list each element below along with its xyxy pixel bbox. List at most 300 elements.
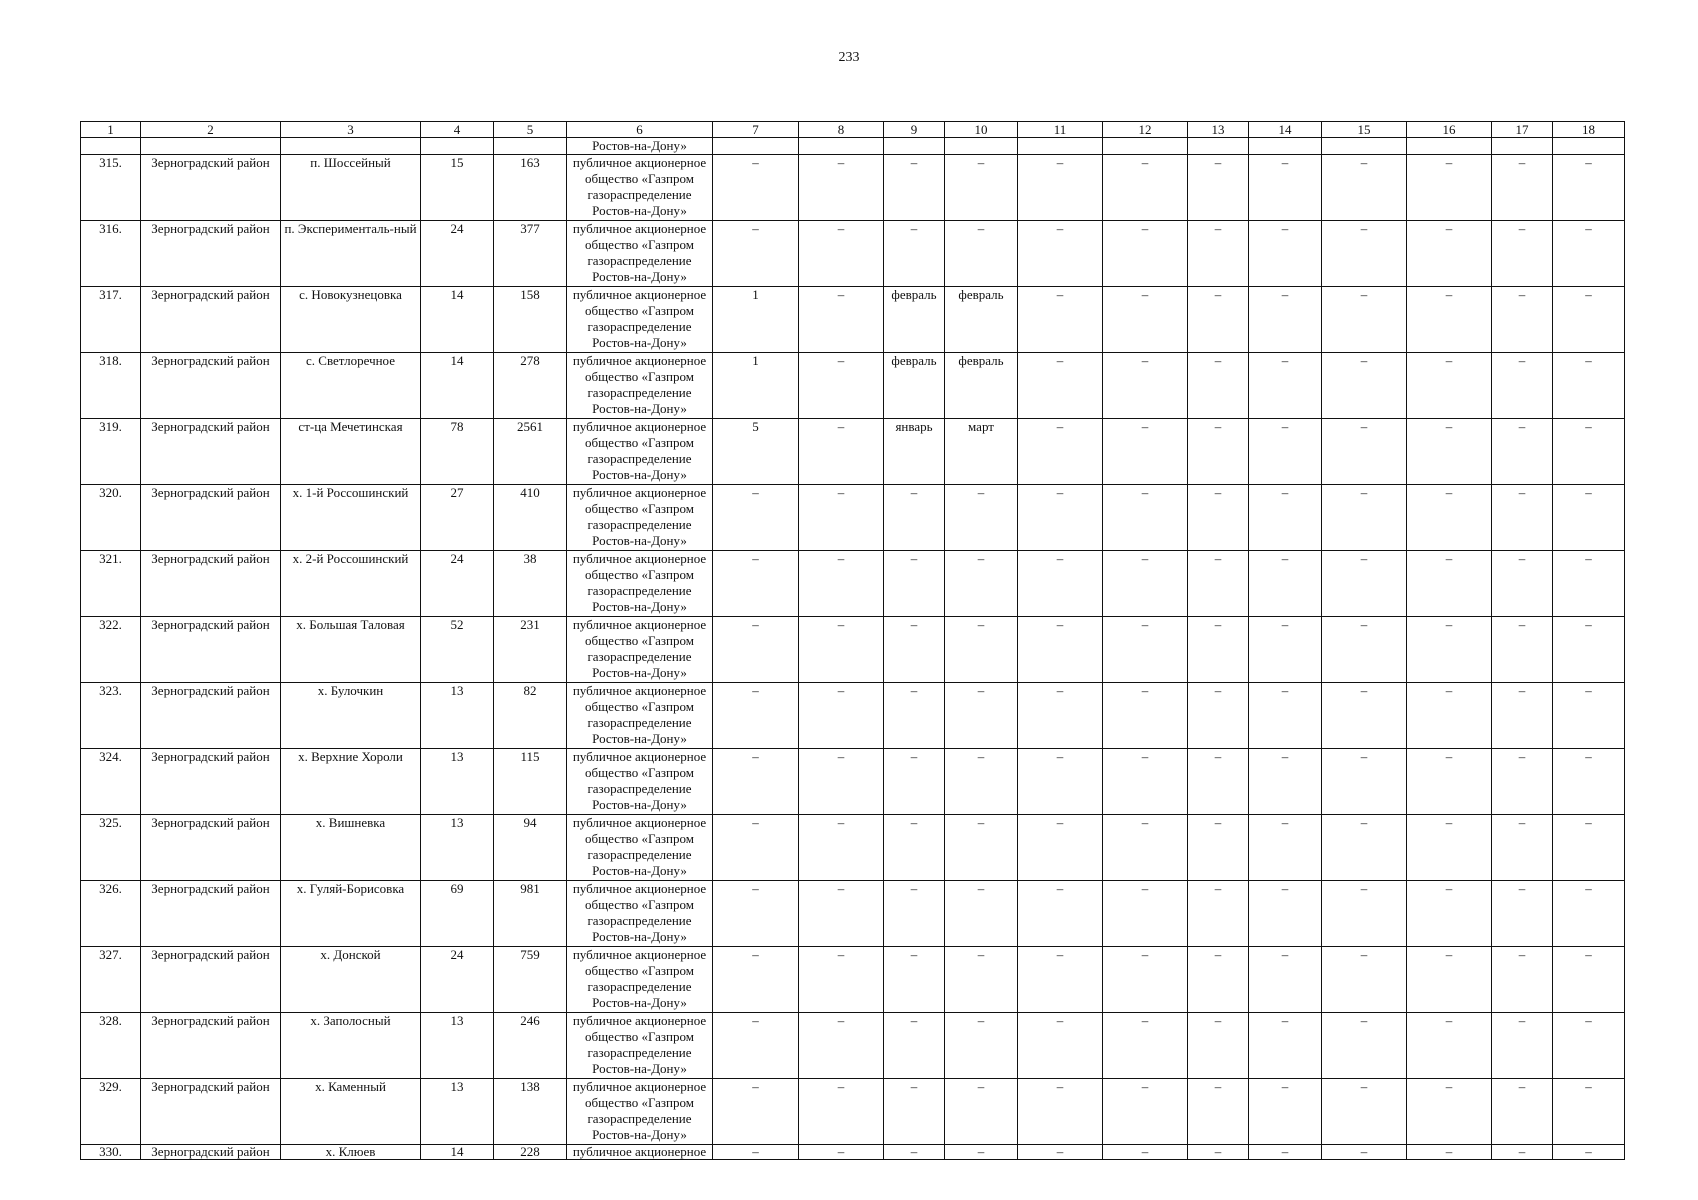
col11-cell: – [1018, 485, 1103, 551]
row-number: 319. [81, 419, 141, 485]
col12-cell: – [1103, 221, 1188, 287]
settlement-cell: х. Гуляй-Борисовка [281, 881, 421, 947]
col7-cell: – [713, 1079, 799, 1145]
row-number: 323. [81, 683, 141, 749]
col13-cell: – [1188, 749, 1249, 815]
col16-cell: – [1407, 1013, 1492, 1079]
col13-cell: – [1188, 1145, 1249, 1160]
col14-cell: – [1249, 485, 1322, 551]
organization-cell: публичное акционерное общество «Газпром газораспределение Ростов-на-Дону» [567, 485, 713, 551]
col11-cell: – [1018, 1013, 1103, 1079]
settlement-cell: х. Каменный [281, 1079, 421, 1145]
col17-cell: – [1492, 485, 1553, 551]
col15-cell: – [1322, 221, 1407, 287]
col4-cell: 27 [421, 485, 494, 551]
col4-cell: 15 [421, 155, 494, 221]
col15-cell: – [1322, 155, 1407, 221]
table-row [81, 683, 1625, 749]
col14-cell: – [1249, 1079, 1322, 1145]
col7-cell: 5 [713, 419, 799, 485]
column-header-5: 5 [494, 122, 567, 138]
empty-cell [81, 138, 141, 155]
col15-cell: – [1322, 287, 1407, 353]
col16-cell: – [1407, 947, 1492, 1013]
col8-cell: – [799, 749, 884, 815]
organization-cell: публичное акционерное общество «Газпром газораспределение Ростов-на-Дону» [567, 881, 713, 947]
col17-cell: – [1492, 419, 1553, 485]
col7-cell: – [713, 683, 799, 749]
col14-cell: – [1249, 683, 1322, 749]
district-cell: Зерноградский район [141, 419, 281, 485]
row-number: 322. [81, 617, 141, 683]
col9-cell: – [884, 551, 945, 617]
col10-cell: – [945, 881, 1018, 947]
col16-cell: – [1407, 155, 1492, 221]
col4-cell: 24 [421, 551, 494, 617]
col12-cell: – [1103, 155, 1188, 221]
col8-cell: – [799, 485, 884, 551]
col4-cell: 14 [421, 1145, 494, 1160]
organization-cell: публичное акционерное общество «Газпром газораспределение Ростов-на-Дону» [567, 551, 713, 617]
organization-cell: публичное акционерное общество «Газпром газораспределение Ростов-на-Дону» [567, 683, 713, 749]
col14-cell: – [1249, 287, 1322, 353]
col9-cell: – [884, 1145, 945, 1160]
col5-cell: 981 [494, 881, 567, 947]
col18-cell: – [1553, 749, 1625, 815]
col9-cell: – [884, 947, 945, 1013]
col14-cell: – [1249, 419, 1322, 485]
col17-cell: – [1492, 947, 1553, 1013]
col12-cell: – [1103, 617, 1188, 683]
col9-cell: – [884, 1079, 945, 1145]
settlement-cell: х. Вишневка [281, 815, 421, 881]
column-header-2: 2 [141, 122, 281, 138]
district-cell: Зерноградский район [141, 221, 281, 287]
col18-cell: – [1553, 155, 1625, 221]
col17-cell: – [1492, 353, 1553, 419]
col4-cell: 78 [421, 419, 494, 485]
col9-cell: – [884, 881, 945, 947]
col9-cell: январь [884, 419, 945, 485]
col8-cell: – [799, 155, 884, 221]
col9-cell: – [884, 815, 945, 881]
col13-cell: – [1188, 485, 1249, 551]
col10-cell: март [945, 419, 1018, 485]
col11-cell: – [1018, 353, 1103, 419]
col17-cell: – [1492, 551, 1553, 617]
settlement-cell: х. Донской [281, 947, 421, 1013]
row-number: 320. [81, 485, 141, 551]
settlement-cell: ст-ца Мечетинская [281, 419, 421, 485]
col13-cell: – [1188, 617, 1249, 683]
col18-cell: – [1553, 1013, 1625, 1079]
col11-cell: – [1018, 749, 1103, 815]
settlement-cell: х. 1-й Россошинский [281, 485, 421, 551]
col15-cell: – [1322, 1145, 1407, 1160]
column-header-17: 17 [1492, 122, 1553, 138]
col9-cell: – [884, 683, 945, 749]
col5-cell: 94 [494, 815, 567, 881]
col14-cell: – [1249, 617, 1322, 683]
header-row [81, 122, 1625, 138]
district-cell: Зерноградский район [141, 155, 281, 221]
col12-cell: – [1103, 353, 1188, 419]
col11-cell: – [1018, 881, 1103, 947]
col13-cell: – [1188, 221, 1249, 287]
col7-cell: 1 [713, 287, 799, 353]
district-cell: Зерноградский район [141, 485, 281, 551]
col18-cell: – [1553, 815, 1625, 881]
empty-cell [281, 138, 421, 155]
settlement-cell: п. Эксперименталь-ный [281, 221, 421, 287]
col5-cell: 246 [494, 1013, 567, 1079]
col5-cell: 231 [494, 617, 567, 683]
col7-cell: – [713, 617, 799, 683]
col10-cell: – [945, 1013, 1018, 1079]
table-row [81, 287, 1625, 353]
row-number: 327. [81, 947, 141, 1013]
col15-cell: – [1322, 815, 1407, 881]
col5-cell: 115 [494, 749, 567, 815]
settlement-cell: п. Шоссейный [281, 155, 421, 221]
col13-cell: – [1188, 815, 1249, 881]
col5-cell: 278 [494, 353, 567, 419]
table-row [81, 485, 1625, 551]
col16-cell: – [1407, 419, 1492, 485]
col13-cell: – [1188, 419, 1249, 485]
col17-cell: – [1492, 683, 1553, 749]
col14-cell: – [1249, 353, 1322, 419]
col14-cell: – [1249, 947, 1322, 1013]
col13-cell: – [1188, 881, 1249, 947]
col12-cell: – [1103, 683, 1188, 749]
col18-cell: – [1553, 683, 1625, 749]
col17-cell: – [1492, 1145, 1553, 1160]
col4-cell: 13 [421, 683, 494, 749]
continuation-row [81, 138, 1625, 155]
col7-cell: – [713, 221, 799, 287]
col8-cell: – [799, 947, 884, 1013]
col12-cell: – [1103, 551, 1188, 617]
col10-cell: – [945, 749, 1018, 815]
table-row [81, 1013, 1625, 1079]
col14-cell: – [1249, 155, 1322, 221]
col15-cell: – [1322, 353, 1407, 419]
district-cell: Зерноградский район [141, 1013, 281, 1079]
col13-cell: – [1188, 155, 1249, 221]
col17-cell: – [1492, 287, 1553, 353]
col13-cell: – [1188, 683, 1249, 749]
col16-cell: – [1407, 353, 1492, 419]
col10-cell: – [945, 1145, 1018, 1160]
empty-cell [1018, 138, 1103, 155]
district-cell: Зерноградский район [141, 617, 281, 683]
col18-cell: – [1553, 485, 1625, 551]
col15-cell: – [1322, 485, 1407, 551]
row-number: 329. [81, 1079, 141, 1145]
col17-cell: – [1492, 221, 1553, 287]
col8-cell: – [799, 287, 884, 353]
col8-cell: – [799, 1079, 884, 1145]
col10-cell: – [945, 221, 1018, 287]
table-row [81, 155, 1625, 221]
col13-cell: – [1188, 287, 1249, 353]
row-number: 321. [81, 551, 141, 617]
organization-cell: публичное акционерное общество «Газпром газораспределение Ростов-на-Дону» [567, 419, 713, 485]
col14-cell: – [1249, 749, 1322, 815]
col5-cell: 759 [494, 947, 567, 1013]
col15-cell: – [1322, 1079, 1407, 1145]
organization-cell: публичное акционерное общество «Газпром газораспределение Ростов-на-Дону» [567, 749, 713, 815]
col4-cell: 13 [421, 815, 494, 881]
col17-cell: – [1492, 155, 1553, 221]
organization-cell: публичное акционерное общество «Газпром газораспределение Ростов-на-Дону» [567, 1079, 713, 1145]
column-header-7: 7 [713, 122, 799, 138]
col9-cell: февраль [884, 353, 945, 419]
col5-cell: 410 [494, 485, 567, 551]
district-cell: Зерноградский район [141, 749, 281, 815]
settlement-cell: х. Булочкин [281, 683, 421, 749]
col18-cell: – [1553, 881, 1625, 947]
settlement-cell: х. Заполосный [281, 1013, 421, 1079]
col8-cell: – [799, 551, 884, 617]
col8-cell: – [799, 1145, 884, 1160]
empty-cell [141, 138, 281, 155]
col4-cell: 14 [421, 353, 494, 419]
col18-cell: – [1553, 419, 1625, 485]
col16-cell: – [1407, 683, 1492, 749]
settlement-cell: х. Большая Таловая [281, 617, 421, 683]
organization-cell: публичное акционерное общество «Газпром газораспределение Ростов-на-Дону» [567, 287, 713, 353]
col16-cell: – [1407, 617, 1492, 683]
row-number: 317. [81, 287, 141, 353]
column-header-8: 8 [799, 122, 884, 138]
col10-cell: – [945, 1079, 1018, 1145]
col9-cell: – [884, 221, 945, 287]
column-header-11: 11 [1018, 122, 1103, 138]
col7-cell: – [713, 749, 799, 815]
col13-cell: – [1188, 1013, 1249, 1079]
col7-cell: – [713, 1013, 799, 1079]
col4-cell: 52 [421, 617, 494, 683]
col16-cell: – [1407, 815, 1492, 881]
column-header-1: 1 [81, 122, 141, 138]
col15-cell: – [1322, 749, 1407, 815]
table-row [81, 749, 1625, 815]
col5-cell: 228 [494, 1145, 567, 1160]
data-table [80, 121, 1625, 1160]
table-row [81, 1145, 1625, 1160]
table-row [81, 419, 1625, 485]
col16-cell: – [1407, 1145, 1492, 1160]
table-row [81, 353, 1625, 419]
col16-cell: – [1407, 287, 1492, 353]
col11-cell: – [1018, 683, 1103, 749]
column-header-18: 18 [1553, 122, 1625, 138]
col8-cell: – [799, 419, 884, 485]
col14-cell: – [1249, 881, 1322, 947]
column-header-10: 10 [945, 122, 1018, 138]
col15-cell: – [1322, 881, 1407, 947]
col5-cell: 158 [494, 287, 567, 353]
col12-cell: – [1103, 1013, 1188, 1079]
col10-cell: февраль [945, 287, 1018, 353]
col13-cell: – [1188, 551, 1249, 617]
column-header-6: 6 [567, 122, 713, 138]
col17-cell: – [1492, 881, 1553, 947]
col14-cell: – [1249, 1145, 1322, 1160]
district-cell: Зерноградский район [141, 815, 281, 881]
col16-cell: – [1407, 749, 1492, 815]
col12-cell: – [1103, 749, 1188, 815]
col4-cell: 14 [421, 287, 494, 353]
empty-cell [1249, 138, 1322, 155]
col7-cell: 1 [713, 353, 799, 419]
col11-cell: – [1018, 287, 1103, 353]
col5-cell: 138 [494, 1079, 567, 1145]
organization-cell: публичное акционерное [567, 1145, 713, 1160]
col18-cell: – [1553, 353, 1625, 419]
col12-cell: – [1103, 815, 1188, 881]
empty-cell [1322, 138, 1407, 155]
district-cell: Зерноградский район [141, 1145, 281, 1160]
col7-cell: – [713, 485, 799, 551]
col12-cell: – [1103, 1079, 1188, 1145]
col16-cell: – [1407, 485, 1492, 551]
row-number: 315. [81, 155, 141, 221]
table-row [81, 551, 1625, 617]
empty-cell [421, 138, 494, 155]
table-row [81, 1079, 1625, 1145]
empty-cell [1407, 138, 1492, 155]
row-number: 316. [81, 221, 141, 287]
district-cell: Зерноградский район [141, 947, 281, 1013]
col7-cell: – [713, 551, 799, 617]
empty-cell [884, 138, 945, 155]
col5-cell: 38 [494, 551, 567, 617]
col18-cell: – [1553, 221, 1625, 287]
row-number: 326. [81, 881, 141, 947]
col11-cell: – [1018, 551, 1103, 617]
col8-cell: – [799, 353, 884, 419]
col17-cell: – [1492, 1079, 1553, 1145]
column-header-12: 12 [1103, 122, 1188, 138]
row-number: 324. [81, 749, 141, 815]
column-header-13: 13 [1188, 122, 1249, 138]
table-row [81, 947, 1625, 1013]
settlement-cell: х. 2-й Россошинский [281, 551, 421, 617]
row-number: 328. [81, 1013, 141, 1079]
empty-cell [1553, 138, 1625, 155]
col7-cell: – [713, 947, 799, 1013]
col8-cell: – [799, 617, 884, 683]
col15-cell: – [1322, 683, 1407, 749]
district-cell: Зерноградский район [141, 353, 281, 419]
col7-cell: – [713, 881, 799, 947]
col8-cell: – [799, 221, 884, 287]
col18-cell: – [1553, 287, 1625, 353]
col17-cell: – [1492, 617, 1553, 683]
district-cell: Зерноградский район [141, 683, 281, 749]
col12-cell: – [1103, 419, 1188, 485]
col11-cell: – [1018, 221, 1103, 287]
column-header-16: 16 [1407, 122, 1492, 138]
column-header-9: 9 [884, 122, 945, 138]
organization-cell: публичное акционерное общество «Газпром газораспределение Ростов-на-Дону» [567, 353, 713, 419]
settlement-cell: х. Верхние Хороли [281, 749, 421, 815]
col8-cell: – [799, 1013, 884, 1079]
continuation-org-cell: Ростов-на-Дону» [567, 138, 713, 155]
col17-cell: – [1492, 749, 1553, 815]
col12-cell: – [1103, 287, 1188, 353]
col16-cell: – [1407, 551, 1492, 617]
col13-cell: – [1188, 947, 1249, 1013]
col10-cell: – [945, 815, 1018, 881]
col7-cell: – [713, 1145, 799, 1160]
col15-cell: – [1322, 947, 1407, 1013]
empty-cell [1103, 138, 1188, 155]
col18-cell: – [1553, 551, 1625, 617]
col14-cell: – [1249, 815, 1322, 881]
col5-cell: 2561 [494, 419, 567, 485]
empty-cell [713, 138, 799, 155]
organization-cell: публичное акционерное общество «Газпром газораспределение Ростов-на-Дону» [567, 1013, 713, 1079]
empty-cell [1188, 138, 1249, 155]
col12-cell: – [1103, 881, 1188, 947]
col15-cell: – [1322, 1013, 1407, 1079]
page-number: 233 [838, 50, 860, 65]
col13-cell: – [1188, 353, 1249, 419]
col15-cell: – [1322, 617, 1407, 683]
col16-cell: – [1407, 1079, 1492, 1145]
column-header-4: 4 [421, 122, 494, 138]
district-cell: Зерноградский район [141, 1079, 281, 1145]
col15-cell: – [1322, 419, 1407, 485]
col4-cell: 24 [421, 221, 494, 287]
col13-cell: – [1188, 1079, 1249, 1145]
col14-cell: – [1249, 551, 1322, 617]
col5-cell: 377 [494, 221, 567, 287]
col7-cell: – [713, 815, 799, 881]
table-body [81, 122, 1625, 1160]
column-header-3: 3 [281, 122, 421, 138]
col10-cell: – [945, 947, 1018, 1013]
row-number: 325. [81, 815, 141, 881]
col8-cell: – [799, 815, 884, 881]
district-cell: Зерноградский район [141, 551, 281, 617]
col18-cell: – [1553, 617, 1625, 683]
col9-cell: – [884, 617, 945, 683]
empty-cell [494, 138, 567, 155]
table-row [81, 617, 1625, 683]
col9-cell: – [884, 749, 945, 815]
col5-cell: 82 [494, 683, 567, 749]
col11-cell: – [1018, 947, 1103, 1013]
col16-cell: – [1407, 881, 1492, 947]
col11-cell: – [1018, 617, 1103, 683]
col10-cell: – [945, 683, 1018, 749]
col8-cell: – [799, 683, 884, 749]
settlement-cell: с. Новокузнецовка [281, 287, 421, 353]
col18-cell: – [1553, 1145, 1625, 1160]
organization-cell: публичное акционерное общество «Газпром газораспределение Ростов-на-Дону» [567, 815, 713, 881]
col10-cell: – [945, 485, 1018, 551]
col17-cell: – [1492, 1013, 1553, 1079]
col9-cell: февраль [884, 287, 945, 353]
col11-cell: – [1018, 815, 1103, 881]
col5-cell: 163 [494, 155, 567, 221]
col9-cell: – [884, 155, 945, 221]
